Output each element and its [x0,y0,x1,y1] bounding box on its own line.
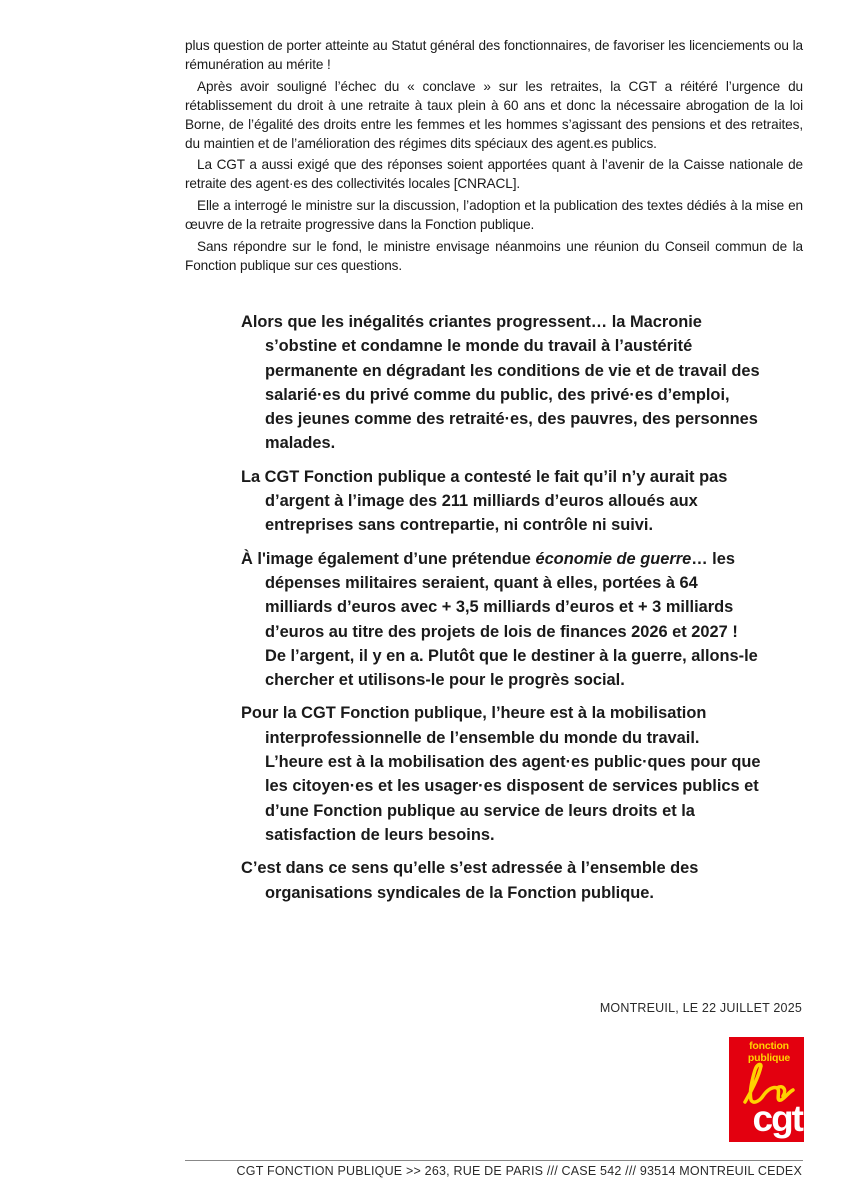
logo-line-1: fonction [749,1040,789,1052]
callout-paragraph [241,547,761,693]
callout-paragraph: Pour la CGT Fonction publique, l’heure est à la mobilisation interprofessionnelle de l’ensemble du monde du travail. L’heure est à la mobilisation des agent·es public·ques pour que les citoyen·es et les usager·es disposent de services publics et d’une Fonction publique au service de leurs droits et la satisfaction de leurs besoins. [241,704,761,844]
paragraph: Elle a interrogé le ministre sur la discussion, l’adoption et la publication des textes dédiés à la mise en œuvre de la retraite progressive dans la Fonction publique. [185,198,803,233]
callout-paragraph: C’est dans ce sens qu’elle s’est adressée à l’ensemble des organisations syndicales de la Fonction publique. [241,859,699,902]
date-line: MONTREUIL, LE 22 JUILLET 2025 [599,1001,802,1015]
paragraph: La CGT a aussi exigé que des réponses soient apportées quant à l’avenir de la Caisse nationale de retraite des agent·es des collectivités locales [CNRACL]. [185,157,803,192]
logo-line-2: publique [747,1052,791,1064]
callout-emphasis: économie de guerre [535,549,692,568]
callout-paragraph: Alors que les inégalités criantes progressent… la Macronie s’obstine et condamne le monde du travail à l’austérité permanente en dégradant les conditions de vie et de travail des salarié·es du privé comme du public, des privé·es d’emploi, des jeunes comme des retraité·es, des pauvres, des personnes malades. [241,313,760,453]
body-text [185,37,803,276]
paragraph: plus question de porter atteinte au Statut général des fonctionnaires, de favoriser les licenciements ou la rémunération au mérite ! [185,38,803,72]
footer-divider [185,1160,803,1161]
footer-address: CGT FONCTION PUBLIQUE >> 263, RUE DE PARIS /// CASE 542 /// 93514 MONTREUIL CEDEX [236,1164,802,1178]
callout-paragraph: La CGT Fonction publique a contesté le fait qu’il n’y aurait pas d’argent à l’image des 211 milliards d’euros alloués aux entreprises sans contrepartie, ni contrôle ni suivi. [241,467,728,535]
callout-text: … les dépenses militaires seraient, quant à elles, portées à 64 milliards d’euros avec + 3,5 milliards d’euros et + 3 milliards d’euros au titre des projets de lois de finances 2026 et 2027 ! De l’argent, il y en a. Plutôt que le destiner à la guerre, allons-le chercher et utilisons-le pour le progrès social. [265,549,758,690]
logo-brand: cgt [752,1098,802,1139]
highlight-statement [241,310,761,914]
callout-text: À l'image également d’une prétendue [241,549,536,568]
paragraph: Sans répondre sur le fond, le ministre envisage néanmoins une réunion du Conseil commun de la Fonction publique sur ces questions. [185,239,803,273]
paragraph: Après avoir souligné l’échec du « conclave » sur les retraites, la CGT a réitéré l’urgence du rétablissement du droit à une retraite à taux plein à 60 ans et donc la nécessaire abrogation de la loi Borne, de l’égalité des droits entre les femmes et les hommes s’agissant des pensions et des retraites, du maintien et de l’amélioration des régimes dits spéciaux des agent.es publics. [185,78,803,151]
logo-subtitle [737,1040,801,1064]
cgt-logo [729,1037,804,1142]
